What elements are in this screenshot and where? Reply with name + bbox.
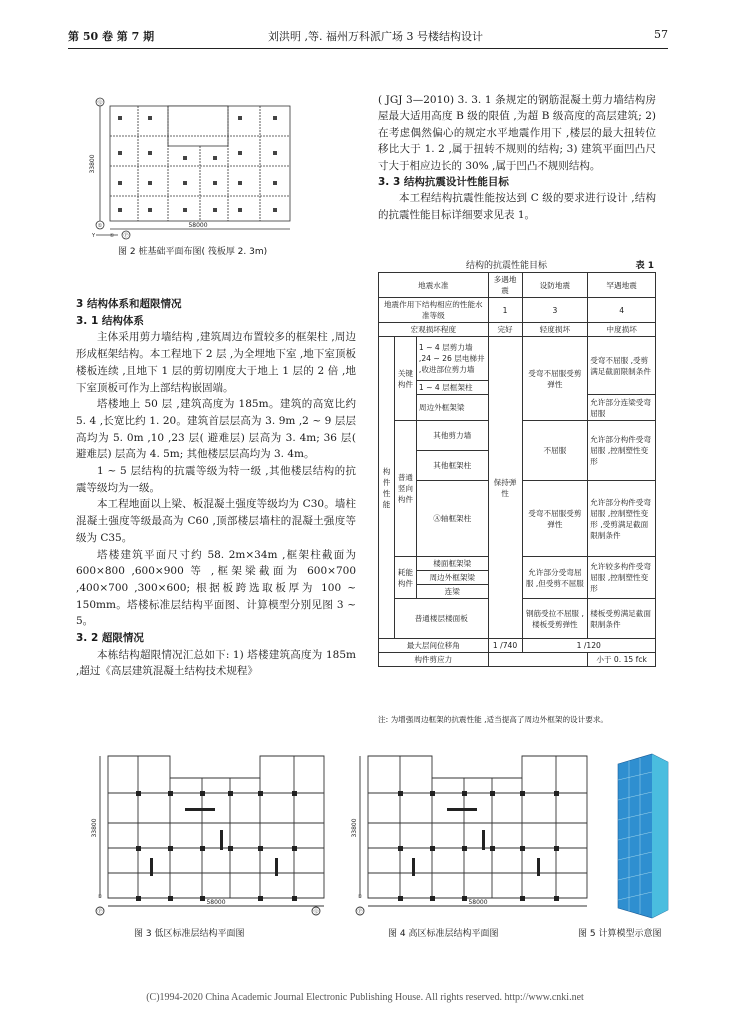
table-row xyxy=(379,653,656,667)
table-cell: 周边外框架梁 xyxy=(416,395,488,421)
table-cell: 1 /120 xyxy=(522,639,655,653)
journal-volume: 第 50 卷 第 7 期 xyxy=(68,30,155,43)
table-cell: 不屈服 xyxy=(522,421,588,481)
table-1-title: 结构的抗震性能目标 xyxy=(466,261,548,271)
paragraph: 本工程地面以上梁、板混凝土强度等级均为 C30。墙柱混凝土强度等级最高为 C60 ,顶部楼层墙柱的混凝土强度等级为 C35。 xyxy=(76,498,356,544)
table-cell: 完好 xyxy=(488,323,522,337)
figure-2-caption: 图 2 桩基础平面布图( 筏板厚 2. 3m) xyxy=(118,247,268,257)
paragraph: 主体采用剪力墙结构 ,建筑周边布置较多的框架柱 ,周边形成框架结构。本工程地下 2 层 ,为全埋地下室 ,地下室顶板楼板连续 ,且地下 1 层的剪切刚度大于地上 1 层的 2 倍 ,地下室顶板可作为上部结构嵌固端。 xyxy=(76,331,356,394)
table-cell: 4 xyxy=(588,298,656,323)
table-cell: 钢筋受拉不屈服 ,楼板受剪弹性 xyxy=(522,599,588,639)
table-cell: 普通竖向构件 xyxy=(394,421,416,557)
table-cell: 3 xyxy=(522,298,588,323)
paragraph: 塔楼建筑平面尺寸约 58. 2m×34m ,框架柱截面为 600×800 ,600×900 等 ,框架梁截面为 600×700 ,400×700 ,300×600; 根据板跨选取板厚为 100 ~ 150mm。塔楼标准层结构平面图、计算模型分别见图 3 ~ 5。 xyxy=(76,548,356,628)
article-authors-title: 刘洪明 ,等. 福州万科派广场 3 号楼结构设计 xyxy=(268,30,483,43)
section-3-3-heading: 3. 3 结构抗震设计性能目标 xyxy=(378,176,509,189)
paragraph: ( JGJ 3—2010) 3. 3. 1 条规定的钢筋混凝土剪力墙结构房屋最大适用高度 B 级的限值 ,为超 B 级高度的高层建筑; 2) 在考虑偶然偏心的规定水平地震作用下 ,楼层的最大扭转位移比大于 1. 2 ,属于扭转不规则的结构; 3) 建筑平面凹凸尺寸大于相应边长的 30% ,属于凹凸不规则结构。 xyxy=(378,94,656,172)
right-column xyxy=(378,92,656,223)
table-cell: 小于 0. 15 fck xyxy=(588,653,656,667)
table-cell: 最大层间位移角 xyxy=(379,639,489,653)
table-cell: 1 /740 xyxy=(488,639,522,653)
table-row xyxy=(379,273,656,298)
table-cell: 其他剪力墙 xyxy=(416,421,488,451)
table-cell: 允许部分受弯屈服 ,但受剪不屈服 xyxy=(522,557,588,599)
fig3-axis-2: ① xyxy=(97,894,103,900)
figure-3-caption: 图 3 低区标准层结构平面图 xyxy=(134,929,245,939)
paragraph: 1 ~ 5 层结构的抗震等级为特一级 ,其他楼层结构的抗震等级均为一级。 xyxy=(76,465,356,494)
figure-2-pile-plan xyxy=(88,96,304,241)
table-cell: 其他框架柱 xyxy=(416,451,488,481)
table-cell: 受弯不屈服受剪弹性 xyxy=(522,481,588,557)
figure-4-caption: 图 4 高区标准层结构平面图 xyxy=(388,929,499,939)
fig2-axis-left: ① xyxy=(109,233,115,239)
table-cell: 楼面框架梁 xyxy=(416,557,488,571)
table-row xyxy=(379,323,656,337)
table-cell: 受弯不屈服 ,受剪满足截面限制条件 xyxy=(588,337,656,395)
table-cell: 保持弹性 xyxy=(488,337,522,639)
fig3-dim-h: 58000 xyxy=(206,899,226,906)
table-cell: 构件性能 xyxy=(379,337,395,639)
paragraph: 塔楼地上 50 层 ,建筑高度为 185m。建筑的高宽比约 5. 4 ,长宽比约 1. 20。建筑首层层高为 3. 9m ,2 ~ 9 层层高均为 5. 0m ,10 ,23 层( 避难层) 层高为 3. 4m; 36 层( 避难层) 层高为 4. 5m; 其他楼层层高均为 3. 4m。 xyxy=(76,398,356,461)
table-cell: Ⓐ轴框架柱 xyxy=(416,481,488,557)
table-cell: 1 ~ 4 层剪力墙 ,24 ~ 26 层电梯井 ,收进部位剪力墙 xyxy=(416,337,488,381)
table-cell: 允许部分构件受弯屈服 ,控制塑性变形 xyxy=(588,421,656,481)
fig3-axis-1: Ⓟ xyxy=(97,909,103,915)
header-rule xyxy=(68,48,668,49)
table-cell: 关键构件 xyxy=(394,337,416,421)
fig4-axis-2: ① xyxy=(357,894,363,900)
table-cell: 允许较多构件受弯屈服 ,控制塑性变形 xyxy=(588,557,656,599)
fig2-dim-h: 58000 xyxy=(188,222,208,229)
fig4-axis-1: Ⓟ xyxy=(357,909,363,915)
fig3-axis-3: Ⓠ xyxy=(313,909,319,915)
table-1-performance-targets xyxy=(378,272,656,667)
table-cell: 轻度损坏 xyxy=(522,323,588,337)
figure-3-low-zone-plan xyxy=(90,748,342,918)
table-cell: 连梁 xyxy=(416,585,488,599)
section-3-heading: 3 结构体系和超限情况 xyxy=(76,298,182,310)
fig2-axis-right: Ⓟ xyxy=(123,233,129,239)
fig2-dim-v: 33800 xyxy=(89,154,96,174)
table-cell: 周边外框架梁 xyxy=(416,571,488,585)
table-cell: 设防地震 xyxy=(522,273,588,298)
table-cell: 地震作用下结构相应的性能水准等级 xyxy=(379,298,489,323)
fig2-axis-bottom: ① xyxy=(97,223,103,229)
table-cell xyxy=(488,653,588,667)
table-cell: 宏观损坏程度 xyxy=(379,323,489,337)
copyright-footer: (C)1994-2020 China Academic Journal Electronic Publishing House. All rights reserved. http://www.cnki.net xyxy=(146,992,584,1003)
paragraph: 本工程结构抗震性能按达到 C 级的要求进行设计 ,结构的抗震性能目标详细要求见表 1。 xyxy=(378,192,656,221)
table-cell: 构件剪应力 xyxy=(379,653,489,667)
table-row xyxy=(379,298,656,323)
page-number: 57 xyxy=(654,28,668,41)
section-3-1-heading: 3. 1 结构体系 xyxy=(76,314,144,327)
table-cell: 中度损坏 xyxy=(588,323,656,337)
fig2-y-label: Y xyxy=(92,233,96,239)
table-cell: 楼板受剪满足截面限制条件 xyxy=(588,599,656,639)
table-cell: 1 ~ 4 层框架柱 xyxy=(416,381,488,395)
running-header xyxy=(68,28,668,46)
table-cell: 罕遇地震 xyxy=(588,273,656,298)
table-cell: 允许部分连梁受弯屈服 xyxy=(588,395,656,421)
fig2-axis-top: Ⓠ xyxy=(97,100,103,106)
figure-4-high-zone-plan xyxy=(350,748,605,918)
fig3-dim-v: 33800 xyxy=(91,818,98,838)
table-cell: 1 xyxy=(488,298,522,323)
table-row xyxy=(379,639,656,653)
table-cell: 受弯不屈服受剪弹性 xyxy=(522,337,588,421)
figure-5-3d-model xyxy=(612,750,674,920)
left-column xyxy=(76,296,356,680)
figure-5-caption: 图 5 计算模型示意图 xyxy=(578,929,662,939)
table-cell: 普通楼层楼面板 xyxy=(394,599,488,639)
table-row xyxy=(379,337,656,381)
table-1-note: 注: 为增强周边框架的抗震性能 ,适当提高了周边外框架的设计要求。 xyxy=(378,715,609,724)
fig4-dim-h: 58000 xyxy=(468,899,488,906)
section-3-2-heading: 3. 2 超限情况 xyxy=(76,632,144,645)
paragraph: 本栋结构超限情况汇总如下: 1) 塔楼建筑高度为 185m ,超过《高层建筑混凝土结构技术规程》 xyxy=(76,648,356,678)
table-cell: 耗能构件 xyxy=(394,557,416,599)
table-1-number: 表 1 xyxy=(635,261,654,271)
table-cell: 多遇地震 xyxy=(488,273,522,298)
fig4-dim-v: 33800 xyxy=(351,818,358,838)
table-cell: 允许部分构件受弯屈服 ,控制塑性变形 ,受剪满足截面限制条件 xyxy=(588,481,656,557)
table-cell: 地震水准 xyxy=(379,273,489,298)
